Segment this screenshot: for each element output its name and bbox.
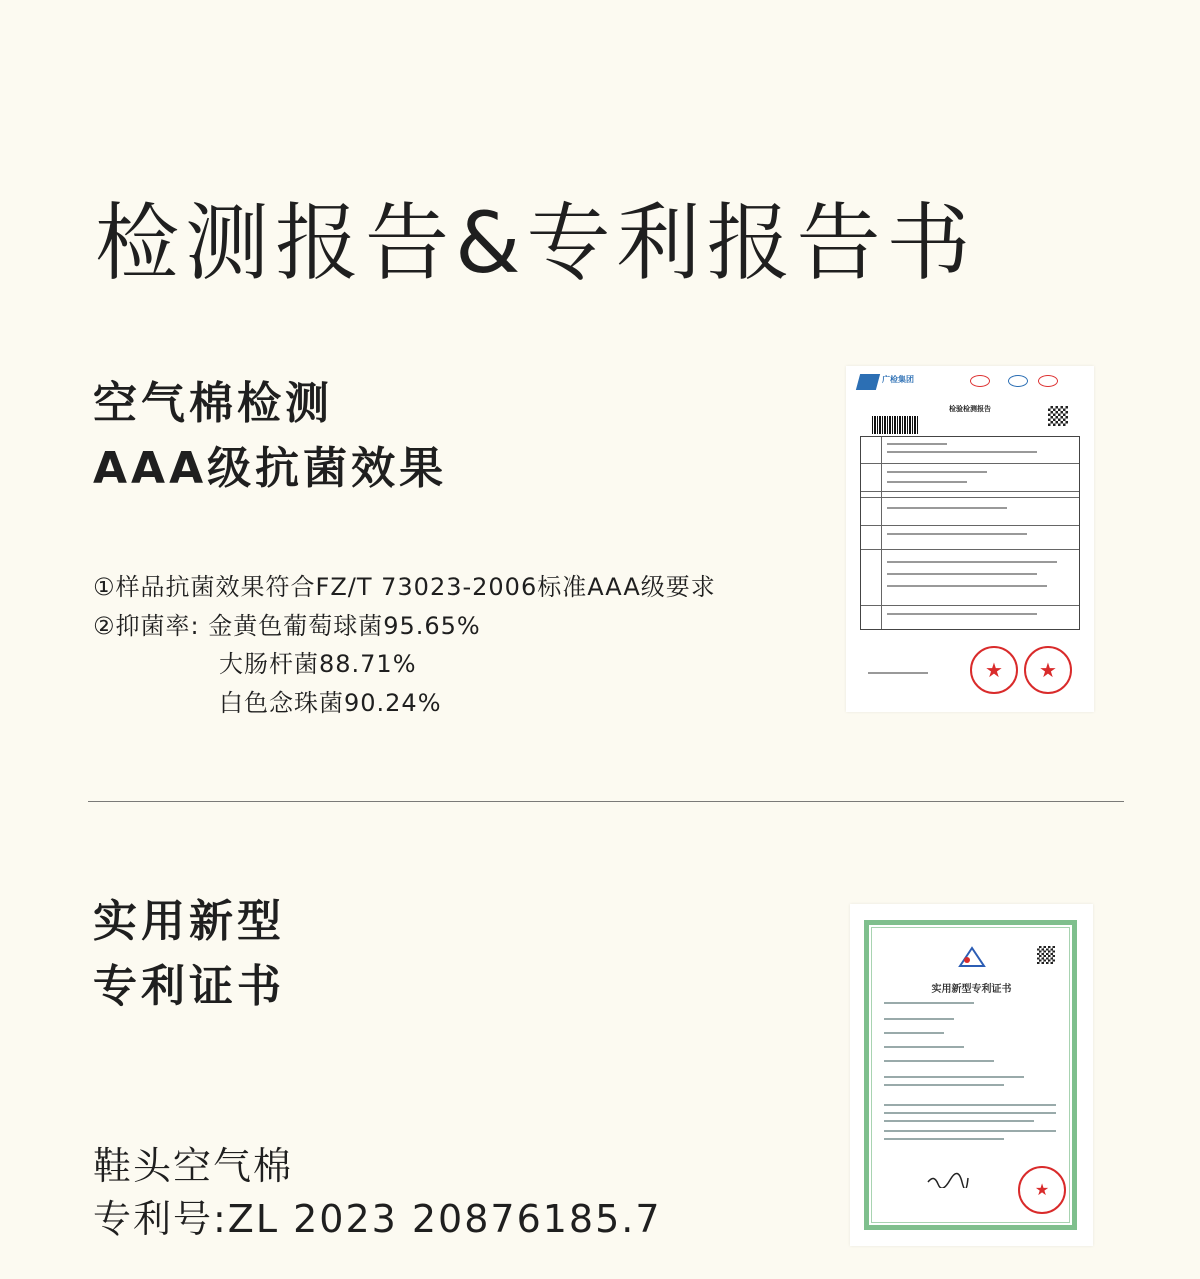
section1-heading-line2: AAA级抗菌效果 — [93, 443, 448, 494]
signature-icon — [926, 1172, 970, 1188]
patent-product-name: 鞋头空气棉 — [93, 1144, 294, 1188]
bullet-staph-rate: ②抑菌率: 金黄色葡萄球菌95.65% — [93, 611, 481, 640]
qr-code-icon — [1048, 406, 1068, 426]
red-seal-icon: ★ — [970, 646, 1018, 694]
red-seal-icon: ★ — [1024, 646, 1072, 694]
test-report-image — [846, 366, 1094, 712]
report-table — [860, 436, 1080, 630]
section1-heading-line1: 空气棉检测 — [93, 378, 333, 429]
gttc-logo: 广检集团 — [858, 374, 922, 392]
page-title: 检测报告&专利报告书 — [95, 194, 977, 292]
report-title: 检验检测报告 — [949, 405, 991, 413]
patent-number: 专利号:ZL 2023 20876185.7 — [93, 1197, 662, 1241]
barcode-icon — [872, 416, 918, 434]
bullet-candida-rate: 白色念珠菌90.24% — [219, 688, 442, 717]
section2-heading-line1: 实用新型 — [93, 896, 285, 947]
antibacterial-results — [93, 568, 716, 722]
cnipa-logo-icon — [958, 946, 986, 970]
section2-heading-line2: 专利证书 — [93, 961, 285, 1012]
red-seal-icon: ★ — [1018, 1166, 1066, 1214]
cma-mark-icon — [970, 375, 990, 387]
section-divider — [88, 801, 1124, 802]
certificate-title: 实用新型专利证书 — [931, 984, 1012, 995]
qr-code-icon — [1037, 946, 1055, 964]
patent-info — [93, 1140, 662, 1246]
bullet-ecoli-rate: 大肠杆菌88.71% — [219, 650, 417, 678]
patent-certificate-image — [850, 904, 1093, 1246]
cma-mark-icon — [1038, 375, 1058, 387]
cnas-mark-icon — [1008, 375, 1028, 387]
bullet-standard: ①样品抗菌效果符合FZ/T 73023-2006标准AAA级要求 — [93, 573, 716, 601]
